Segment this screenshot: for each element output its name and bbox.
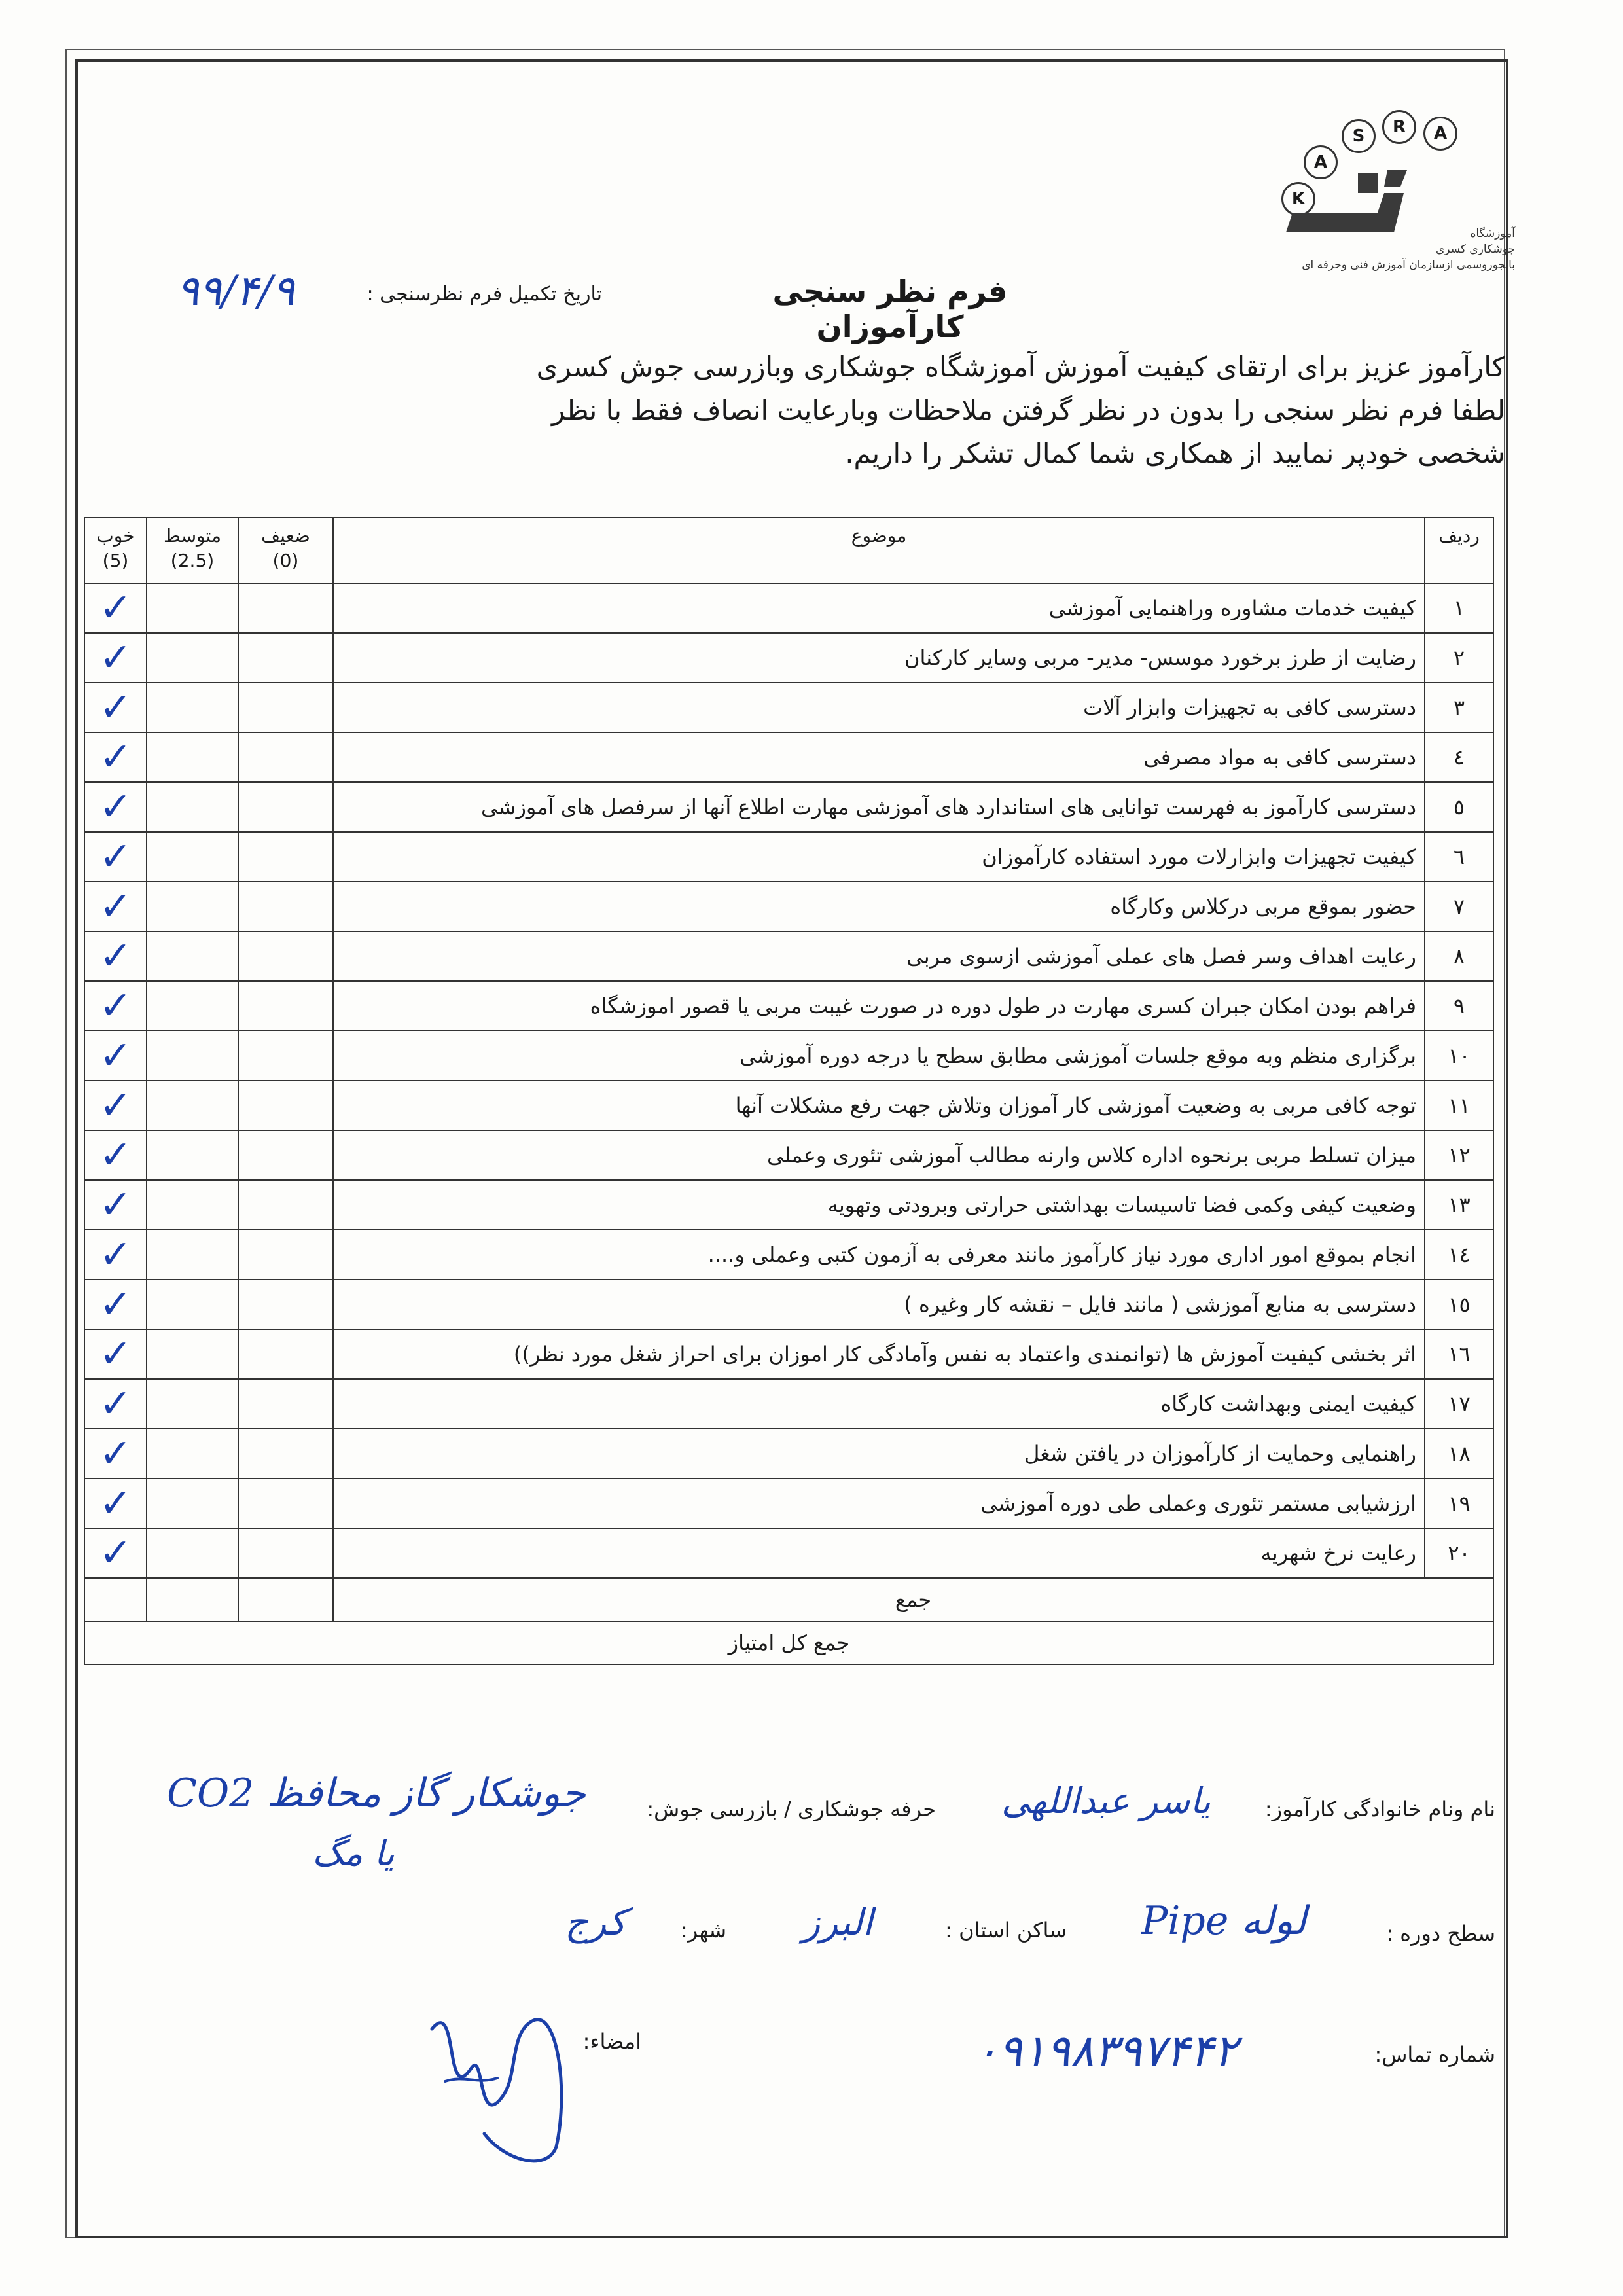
logo-letter: A <box>1304 145 1338 179</box>
weak-cell[interactable] <box>238 882 333 931</box>
table-row <box>84 1031 1493 1081</box>
check-mark-icon: ✓ <box>99 834 132 880</box>
logo-letter: S <box>1342 119 1376 153</box>
intro-line: کارآموز عزیز برای ارتقای کیفیت آموزش آموزشگاه جوشکاری وبازرسی جوش کسری <box>536 351 1505 383</box>
average-cell[interactable] <box>147 832 238 882</box>
table-row <box>84 1479 1493 1528</box>
good-cell[interactable] <box>84 981 147 1031</box>
row-topic: برگزاری منظم وبه موقع جلسات آموزشی مطابق سطح یا درجه دوره آموزشی <box>333 1031 1425 1081</box>
table-row <box>84 1528 1493 1578</box>
weak-cell[interactable] <box>238 1180 333 1230</box>
province-value: البرز <box>802 1901 873 1944</box>
good-cell[interactable] <box>84 782 147 832</box>
row-number: ۷ <box>1425 882 1493 931</box>
row-topic: دسترسی کارآموز به فهرست توانایی های استاندارد های آموزشی مهارت اطلاع آنها از سرفصل های آموزشی <box>333 782 1425 832</box>
average-cell[interactable] <box>147 1528 238 1578</box>
trade-label: حرفه جوشکاری / بازرسی جوش: <box>647 1797 936 1821</box>
intro-line: شخصی خودپر نمایید از همکاری شما کمال تشکر را داریم. <box>845 437 1505 469</box>
check-mark-icon: ✓ <box>99 1381 132 1427</box>
header-average-label: متوسط <box>164 525 221 547</box>
good-cell[interactable] <box>84 1329 147 1379</box>
row-topic: میزان تسلط مربی برنحوه اداره کلاس وارنه مطالب آموزشی تئوری وعملی <box>333 1130 1425 1180</box>
row-topic: رضایت از طرز برخورد موسس- مدیر- مربی وسایر کارکنان <box>333 633 1425 683</box>
sum-average <box>147 1578 238 1621</box>
survey-table <box>84 517 1494 1665</box>
table-row <box>84 633 1493 683</box>
average-cell[interactable] <box>147 633 238 683</box>
table-row <box>84 1180 1493 1230</box>
row-number: ٦ <box>1425 832 1493 882</box>
average-cell[interactable] <box>147 1429 238 1479</box>
weak-cell[interactable] <box>238 1031 333 1081</box>
sum-good <box>84 1578 147 1621</box>
average-cell[interactable] <box>147 782 238 832</box>
row-topic: انجام بموقع امور اداری مورد نیاز کارآموز مانند معرفی به آزمون کتبی وعملی و.... <box>333 1230 1425 1280</box>
trade-value-line2: یا مگ <box>312 1833 395 1874</box>
table-row <box>84 1081 1493 1130</box>
weak-cell[interactable] <box>238 1379 333 1429</box>
average-cell[interactable] <box>147 683 238 732</box>
check-mark-icon: ✓ <box>99 1083 132 1128</box>
weak-cell[interactable] <box>238 1329 333 1379</box>
row-topic: اثر بخشی کیفیت آموزش ها (توانمندی واعتماد به نفس وآمادگی کار اموزان برای احراز شغل مورد نظر)) <box>333 1329 1425 1379</box>
good-cell[interactable] <box>84 1379 147 1429</box>
check-mark-icon: ✓ <box>99 1530 132 1576</box>
weak-cell[interactable] <box>238 1429 333 1479</box>
logo-caption-line: بانجوروسمی ازسازمان آموزش فنی وحرفه ای <box>1302 259 1515 272</box>
sum-weak <box>238 1578 333 1621</box>
check-mark-icon: ✓ <box>99 1480 132 1526</box>
logo-letter: R <box>1382 110 1416 144</box>
intro-paragraph <box>124 346 1505 475</box>
check-mark-icon: ✓ <box>99 884 132 929</box>
table-row <box>84 583 1493 633</box>
check-mark-icon: ✓ <box>99 635 132 681</box>
weak-cell[interactable] <box>238 683 333 732</box>
row-topic: دسترسی کافی به مواد مصرفی <box>333 732 1425 782</box>
header-weak <box>238 518 333 583</box>
logo-letter: K <box>1281 182 1315 216</box>
good-cell[interactable] <box>84 1081 147 1130</box>
row-number: ١۹ <box>1425 1479 1493 1528</box>
table-row <box>84 882 1493 931</box>
header-average <box>147 518 238 583</box>
row-topic: راهنمایی وحمایت از کارآموزان در یافتن شغل <box>333 1429 1425 1479</box>
table-row <box>84 1429 1493 1479</box>
table-row <box>84 782 1493 832</box>
check-mark-icon: ✓ <box>99 1182 132 1228</box>
good-cell[interactable] <box>84 1429 147 1479</box>
good-cell[interactable] <box>84 931 147 981</box>
average-cell[interactable] <box>147 1479 238 1528</box>
good-cell[interactable] <box>84 1479 147 1528</box>
logo-caption-line: آموزشگاه <box>1470 227 1515 240</box>
good-cell[interactable] <box>84 832 147 882</box>
row-topic: فراهم بودن امکان جبران کسری مهارت در طول دوره در صورت غیبت مربی یا قصور اموزشگاه <box>333 981 1425 1031</box>
header-average-score: (2.5) <box>170 550 215 571</box>
row-topic: کیفیت تجهیزات وابزارلات مورد استفاده کارآموزان <box>333 832 1425 882</box>
good-cell[interactable] <box>84 1031 147 1081</box>
row-topic: وضعیت کیفی وکمی فضا تاسیسات بهداشتی حرارتی وبرودتی وتهویه <box>333 1180 1425 1230</box>
check-mark-icon: ✓ <box>99 685 132 730</box>
row-topic: رعایت نرخ شهریه <box>333 1528 1425 1578</box>
average-cell[interactable] <box>147 1180 238 1230</box>
header-good <box>84 518 147 583</box>
good-cell[interactable] <box>84 1230 147 1280</box>
check-mark-icon: ✓ <box>99 1232 132 1278</box>
weak-cell[interactable] <box>238 583 333 633</box>
good-cell[interactable] <box>84 882 147 931</box>
row-number: ٥ <box>1425 782 1493 832</box>
sum-label: جمع <box>333 1578 1493 1621</box>
logo-caption-line: جوشکاری کسری <box>1436 243 1515 256</box>
row-topic: ارزشیابی مستمر تئوری وعملی طی دوره آموزشی <box>333 1479 1425 1528</box>
weak-cell[interactable] <box>238 1230 333 1280</box>
table-row <box>84 732 1493 782</box>
check-mark-icon: ✓ <box>99 983 132 1029</box>
row-number: ۳ <box>1425 683 1493 732</box>
row-topic: دسترسی به منابع آموزشی ( مانند فایل – نقشه کار وغیره ) <box>333 1280 1425 1329</box>
average-cell[interactable] <box>147 981 238 1031</box>
header-weak-label: ضعیف <box>261 525 310 547</box>
row-number: ١٥ <box>1425 1280 1493 1329</box>
good-cell[interactable] <box>84 1528 147 1578</box>
average-cell[interactable] <box>147 1130 238 1180</box>
check-mark-icon: ✓ <box>99 585 132 631</box>
average-cell[interactable] <box>147 1081 238 1130</box>
row-number: ۱۳ <box>1425 1180 1493 1230</box>
good-cell[interactable] <box>84 1180 147 1230</box>
row-number: ١۷ <box>1425 1379 1493 1429</box>
city-value: کرج <box>565 1901 626 1944</box>
weak-cell[interactable] <box>238 832 333 882</box>
weak-cell[interactable] <box>238 1130 333 1180</box>
row-number: ۲ <box>1425 633 1493 683</box>
row-topic: دسترسی کافی به تجهیزات وابزار آلات <box>333 683 1425 732</box>
level-value: لوله Pipe <box>1141 1898 1307 1944</box>
good-cell[interactable] <box>84 583 147 633</box>
check-mark-icon: ✓ <box>99 1132 132 1178</box>
average-cell[interactable] <box>147 882 238 931</box>
table-row <box>84 931 1493 981</box>
header-good-label: خوب <box>96 525 135 547</box>
row-number: ۱۲ <box>1425 1130 1493 1180</box>
good-cell[interactable] <box>84 683 147 732</box>
check-mark-icon: ✓ <box>99 1331 132 1377</box>
total-label: جمع کل امتیاز <box>84 1621 1493 1664</box>
header-row-number: ردیف <box>1425 518 1493 583</box>
row-topic: کیفیت خدمات مشاوره وراهنمایی آموزشی <box>333 583 1425 633</box>
table-row <box>84 1280 1493 1329</box>
weak-cell[interactable] <box>238 931 333 981</box>
row-number: ۱۰ <box>1425 1031 1493 1081</box>
row-number: ١٤ <box>1425 1230 1493 1280</box>
date-label: تاریخ تکمیل فرم نظرسنجی : <box>366 283 602 306</box>
form-title: فرم نظر سنجی کارآموزان <box>772 274 1008 344</box>
check-mark-icon: ✓ <box>99 933 132 979</box>
row-topic: کیفیت ایمنی وبهداشت کارگاه <box>333 1379 1425 1429</box>
table-header-row <box>84 518 1493 583</box>
table-row <box>84 1130 1493 1180</box>
row-number: ۱ <box>1425 583 1493 633</box>
total-row <box>84 1621 1493 1664</box>
average-cell[interactable] <box>147 931 238 981</box>
table-row <box>84 1379 1493 1429</box>
average-cell[interactable] <box>147 732 238 782</box>
city-label: شهر: <box>681 1918 726 1943</box>
check-mark-icon: ✓ <box>99 1033 132 1079</box>
average-cell[interactable] <box>147 1379 238 1429</box>
province-label: ساکن استان : <box>945 1918 1067 1943</box>
weak-cell[interactable] <box>238 1081 333 1130</box>
average-cell[interactable] <box>147 1230 238 1280</box>
weak-cell[interactable] <box>238 1479 333 1528</box>
weak-cell[interactable] <box>238 633 333 683</box>
good-cell[interactable] <box>84 1130 147 1180</box>
header-topic: موضوع <box>333 518 1425 583</box>
average-cell[interactable] <box>147 583 238 633</box>
check-mark-icon: ✓ <box>99 784 132 830</box>
row-number: ۱۱ <box>1425 1081 1493 1130</box>
row-number: ٤ <box>1425 732 1493 782</box>
name-value: یاسر عبداللهی <box>1001 1780 1211 1821</box>
row-number: ۸ <box>1425 931 1493 981</box>
check-mark-icon: ✓ <box>99 1431 132 1477</box>
row-number: ۲۰ <box>1425 1528 1493 1578</box>
header-weak-score: (0) <box>272 550 299 571</box>
date-value: ۹۹/۴/۹ <box>176 267 295 315</box>
table-row <box>84 683 1493 732</box>
header-good-score: (5) <box>102 550 129 571</box>
sum-row <box>84 1578 1493 1621</box>
row-number: ١٦ <box>1425 1329 1493 1379</box>
weak-cell[interactable] <box>238 981 333 1031</box>
check-mark-icon: ✓ <box>99 1282 132 1327</box>
good-cell[interactable] <box>84 1280 147 1329</box>
phone-label: شماره تماس: <box>1374 2042 1495 2067</box>
weak-cell[interactable] <box>238 1528 333 1578</box>
good-cell[interactable] <box>84 633 147 683</box>
row-topic: توجه کافی مربی به وضعیت آموزشی کار آموزان وتلاش جهت رفع مشکلات آنها <box>333 1081 1425 1130</box>
row-number: ۹ <box>1425 981 1493 1031</box>
average-cell[interactable] <box>147 1329 238 1379</box>
weak-cell[interactable] <box>238 782 333 832</box>
good-cell[interactable] <box>84 732 147 782</box>
logo-caption <box>1293 226 1515 273</box>
logo-letter: A <box>1423 117 1457 151</box>
name-label: نام ونام خانوادگی کارآموز: <box>1264 1797 1495 1821</box>
table-row <box>84 832 1493 882</box>
row-number: ١۸ <box>1425 1429 1493 1479</box>
table-body <box>84 583 1493 1578</box>
row-topic: حضور بموقع مربی درکلاس وکارگاه <box>333 882 1425 931</box>
intro-line: لطفا فرم نظر سنجی را بدون در نظر گرفتن ملاحظات وبارعایت انصاف فقط با نظر <box>551 394 1505 426</box>
signature-mark-icon <box>406 1983 615 2179</box>
weak-cell[interactable] <box>238 1280 333 1329</box>
level-label: سطح دوره : <box>1386 1921 1495 1946</box>
table-row <box>84 1329 1493 1379</box>
weak-cell[interactable] <box>238 732 333 782</box>
check-mark-icon: ✓ <box>99 734 132 780</box>
average-cell[interactable] <box>147 1280 238 1329</box>
trade-value: جوشکار گاز محافظ CO2 <box>167 1770 586 1816</box>
table-row <box>84 1230 1493 1280</box>
table-row <box>84 981 1493 1031</box>
signature-label: امضاء: <box>582 2029 641 2054</box>
row-topic: رعایت اهداف وسر فصل های عملی آموزشی ازسوی مربی <box>333 931 1425 981</box>
average-cell[interactable] <box>147 1031 238 1081</box>
phone-value: ۰۹۱۹۸۳۹۷۴۴۲ <box>974 2026 1238 2077</box>
